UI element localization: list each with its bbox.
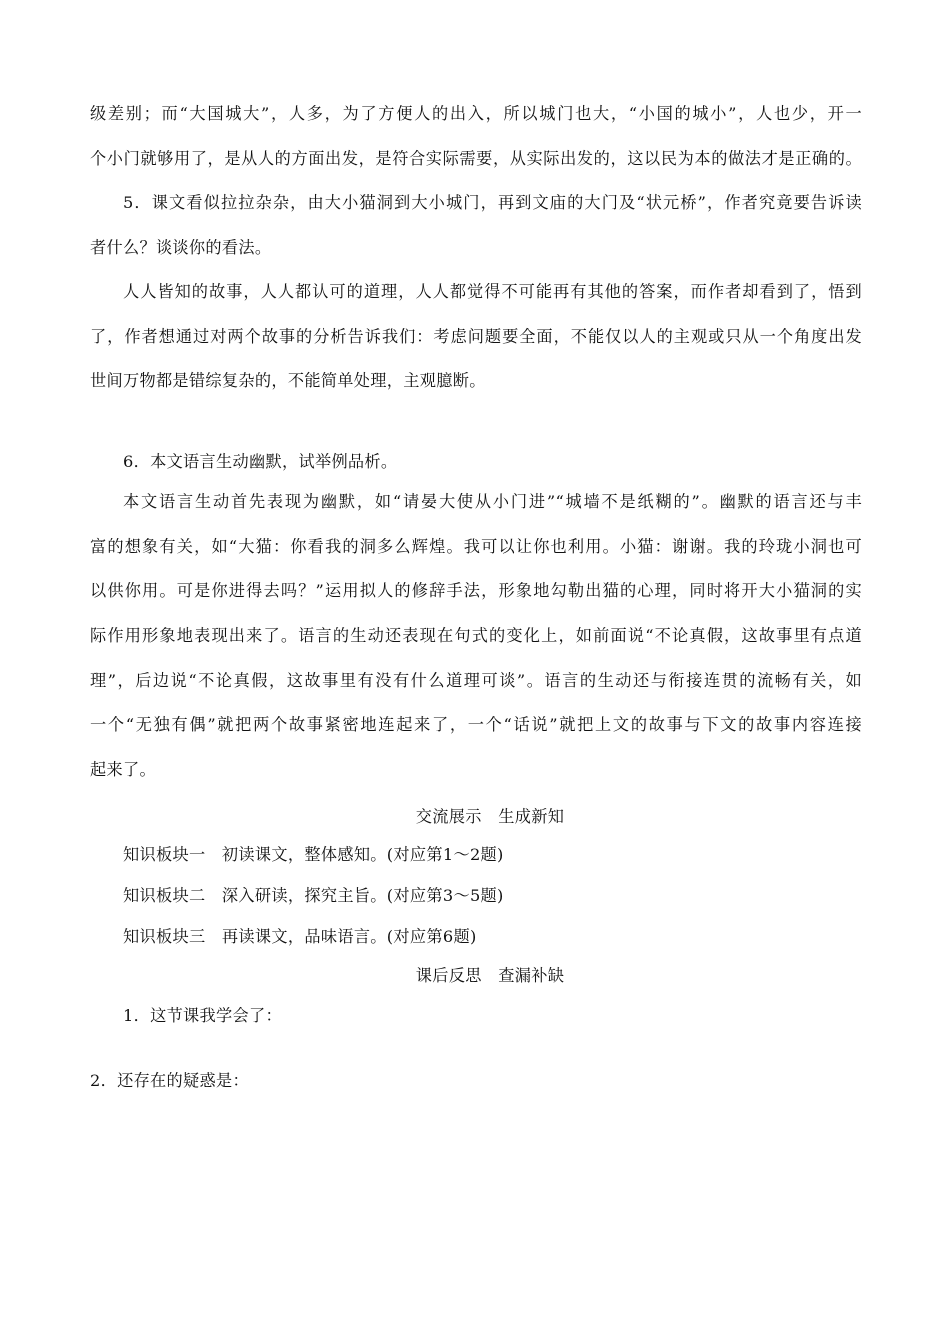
section-heading-reflection: 课后反思 查漏补缺 <box>415 966 565 985</box>
question5-line-1: 5．课文看似拉拉杂杂，由大小猫洞到大小城门，再到文庙的大门及“状元桥”，作者究竟要告诉读 <box>123 193 862 212</box>
knowledge-block-3: 知识板块三 再读课文，品味语言。(对应第6题) <box>123 927 477 946</box>
answer4-line-1: 级差别；而“大国城大”，人多，为了方便人的出入，所以城门也大，“小国的城小”，人也少，开一 <box>90 104 862 123</box>
answer5-line-1: 人人皆知的故事，人人都认可的道理，人人都觉得不可能再有其他的答案，而作者却看到了，悟到 <box>123 282 862 301</box>
answer6-line-5: 理”，后边说“不论真假，这故事里有没有什么道理可谈”。语言的生动还与衔接连贯的流畅有关，如 <box>90 671 862 690</box>
section-heading-exchange: 交流展示 生成新知 <box>415 807 565 826</box>
answer6-line-7: 起来了。 <box>90 760 156 779</box>
answer6-line-4: 际作用形象地表现出来了。语言的生动还表现在句式的变化上，如前面说“不论真假，这故事里有点道 <box>90 626 862 645</box>
answer5-line-3: 世间万物都是错综复杂的，不能简单处理，主观臆断。 <box>90 371 486 390</box>
answer6-line-2: 富的想象有关，如“大猫：你看我的洞多么辉煌。我可以让你也利用。小猫：谢谢。我的玲珑小洞也可 <box>90 537 862 556</box>
answer6-line-1: 本文语言生动首先表现为幽默，如“请晏大使从小门进”“城墙不是纸糊的”。幽默的语言还与丰 <box>123 492 862 511</box>
question5-line-2: 者什么？谈谈你的看法。 <box>90 238 272 257</box>
answer6-line-6: 一个“无独有偶”就把两个故事紧密地连起来了，一个“话说”就把上文的故事与下文的故事内容连接 <box>90 715 862 734</box>
answer5-line-2: 了，作者想通过对两个故事的分析告诉我们：考虑问题要全面，不能仅以人的主观或只从一个角度出发 <box>90 327 862 346</box>
reflection-item-1: 1．这节课我学会了： <box>123 1006 282 1025</box>
answer6-line-3: 以供你用。可是你进得去吗？”运用拟人的修辞手法，形象地勾勒出猫的心理，同时将开大小猫洞的实 <box>90 581 862 600</box>
question6-line-1: 6．本文语言生动幽默，试举例品析。 <box>123 452 398 471</box>
knowledge-block-2: 知识板块二 深入研读，探究主旨。(对应第3～5题) <box>123 886 504 905</box>
answer4-line-2: 个小门就够用了，是从人的方面出发，是符合实际需要，从实际出发的，这以民为本的做法才是正确的。 <box>90 149 862 168</box>
reflection-item-2: 2．还存在的疑惑是： <box>90 1071 249 1090</box>
knowledge-block-1: 知识板块一 初读课文，整体感知。(对应第1～2题) <box>123 845 504 864</box>
